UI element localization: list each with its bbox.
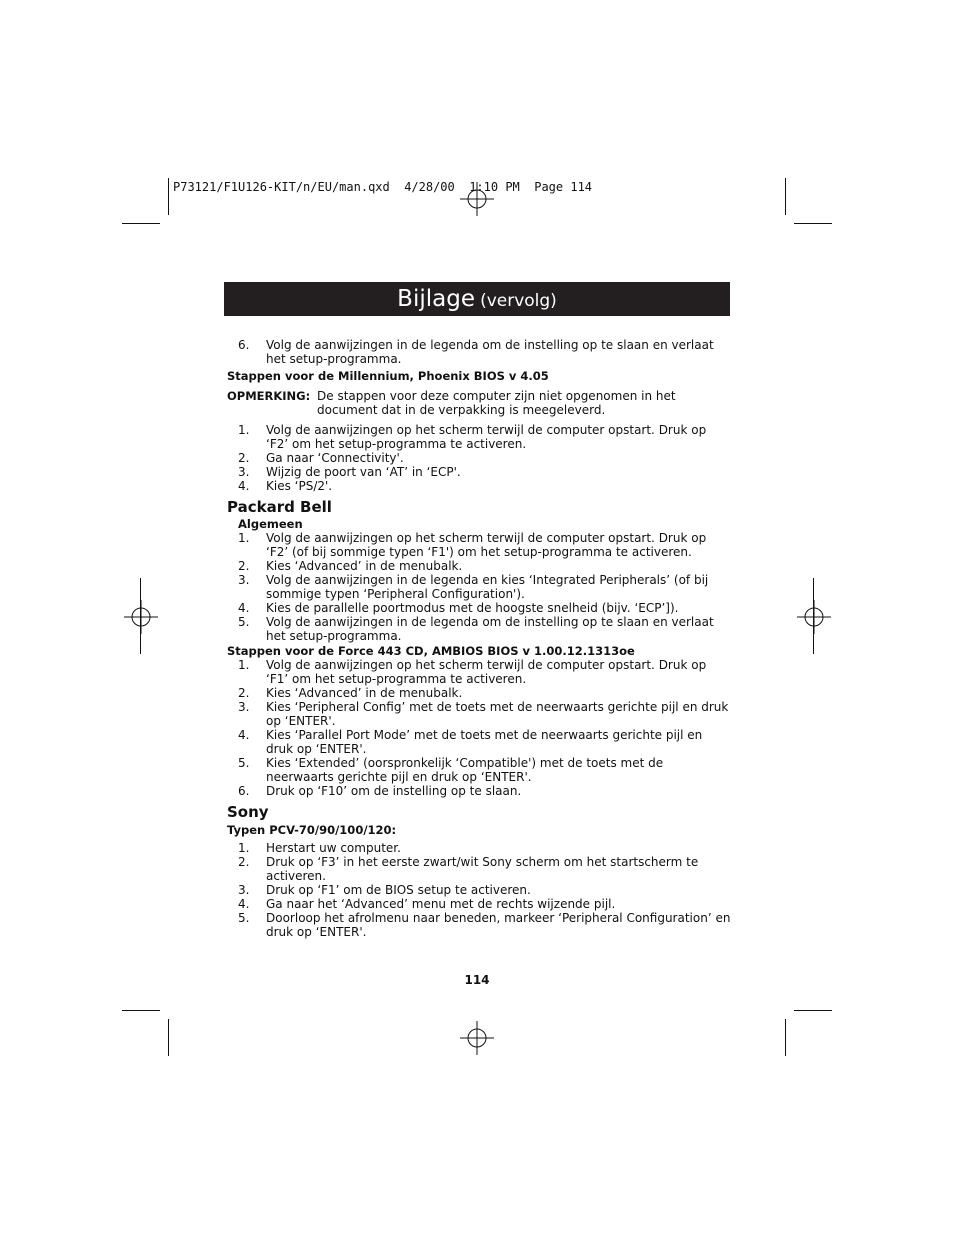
page-number: 114 — [464, 973, 490, 987]
list-item: 3. Volg de aanwijzingen in de legenda en kies ‘Integrated Peripherals’ (of bij sommige typen ‘Peripheral Configuration'). — [238, 573, 709, 601]
registration-mark-icon — [124, 600, 158, 634]
phoenix-heading: Stappen voor de Millennium, Phoenix BIOS v 4.05 — [227, 369, 549, 383]
list-item: 2. Ga naar ‘Connectivity'. — [238, 451, 404, 465]
crop-mark — [140, 578, 141, 654]
list-item: 3. Wijzig de poort van ‘AT’ in ‘ECP'. — [238, 465, 461, 479]
force-steps — [227, 658, 732, 798]
force-heading: Stappen voor de Force 443 CD, AMBIOS BIOS v 1.00.12.1313oe — [227, 644, 635, 658]
list-item: 1. Volg de aanwijzingen op het scherm terwijl de computer opstart. Druk op ‘F1’ om het setup-programma te activeren. — [238, 658, 707, 686]
list-item: 2. Druk op ‘F3’ in het eerste zwart/wit Sony scherm om het startscherm te activeren. — [238, 855, 699, 883]
crop-mark — [785, 178, 786, 215]
list-item: 1. Volg de aanwijzingen op het scherm terwijl de computer opstart. Druk op ‘F2’ om het setup-programma te activeren. — [238, 423, 707, 451]
note-text: De stappen voor deze computer zijn niet opgenomen in het document dat in de verpakking is meegeleverd. — [317, 389, 676, 417]
list-item: 6. Druk op ‘F10’ om de instelling op te slaan. — [238, 784, 522, 798]
registration-mark-icon — [460, 182, 494, 216]
list-item: 6. Volg de aanwijzingen in de legenda om de instelling op te slaan en verlaat het setup-programma. — [238, 338, 714, 366]
crop-mark — [122, 223, 160, 224]
list-item: 3. Kies ‘Peripheral Config’ met de toets met de neerwaarts gerichte pijl en druk op ‘ENTER'. — [238, 700, 729, 728]
sony-sub-heading: Typen PCV-70/90/100/120: — [227, 823, 397, 837]
packard-bell-steps — [227, 531, 732, 643]
note-block — [227, 389, 732, 417]
phoenix-steps — [227, 423, 732, 493]
crop-mark — [122, 1010, 160, 1011]
crop-mark — [168, 1019, 169, 1056]
list-item: 1. Herstart uw computer. — [238, 841, 401, 855]
list-item: 1. Volg de aanwijzingen op het scherm terwijl de computer opstart. Druk op ‘F2’ (of bij sommige typen ‘F1') om het setup-programma te activeren. — [238, 531, 707, 559]
crop-mark — [794, 223, 832, 224]
registration-mark-icon — [460, 1021, 494, 1055]
list-item: 2. Kies ‘Advanced’ in de menubalk. — [238, 686, 463, 700]
crop-mark — [785, 1019, 786, 1056]
crop-mark — [168, 178, 169, 215]
list-item: 5. Volg de aanwijzingen in de legenda om de instelling op te slaan en verlaat het setup-programma. — [238, 615, 714, 643]
list-item: 4. Kies de parallelle poortmodus met de hoogste snelheid (bijv. ‘ECP’]). — [238, 601, 679, 615]
packard-bell-heading: Packard Bell — [227, 498, 332, 516]
list-item: 4. Ga naar het ‘Advanced’ menu met de rechts wijzende pijl. — [238, 897, 616, 911]
list-item: 4. Kies ‘Parallel Port Mode’ met de toets met de neerwaarts gerichte pijl en druk op ‘ENTER'. — [238, 728, 703, 756]
general-heading: Algemeen — [238, 517, 303, 531]
crop-mark — [794, 1010, 832, 1011]
section-banner — [224, 282, 730, 316]
sony-steps — [227, 841, 732, 939]
list-item: 4. Kies ‘PS/2'. — [238, 479, 333, 493]
note-label: OPMERKING: — [227, 389, 311, 403]
list-item: 2. Kies ‘Advanced’ in de menubalk. — [238, 559, 463, 573]
print-slug: P73121/F1U126-KIT/n/EU/man.qxd 4/28/00 1:10 PM Page 114 — [173, 180, 593, 194]
list-item: 3. Druk op ‘F1’ om de BIOS setup te activeren. — [238, 883, 531, 897]
list-item: 5. Doorloop het afrolmenu naar beneden, markeer ‘Peripheral Configuration’ en druk op ‘ENTER'. — [238, 911, 731, 939]
banner-subtitle: (vervolg) — [480, 291, 557, 311]
crop-mark — [813, 578, 814, 654]
page-content — [227, 338, 732, 939]
sony-heading: Sony — [227, 803, 269, 821]
banner-title: Bijlage — [397, 286, 475, 312]
registration-mark-icon — [797, 600, 831, 634]
list-item: 5. Kies ‘Extended’ (oorspronkelijk ‘Compatible') met de toets met de neerwaarts gerichte pijl en druk op ‘ENTER'. — [238, 756, 664, 784]
